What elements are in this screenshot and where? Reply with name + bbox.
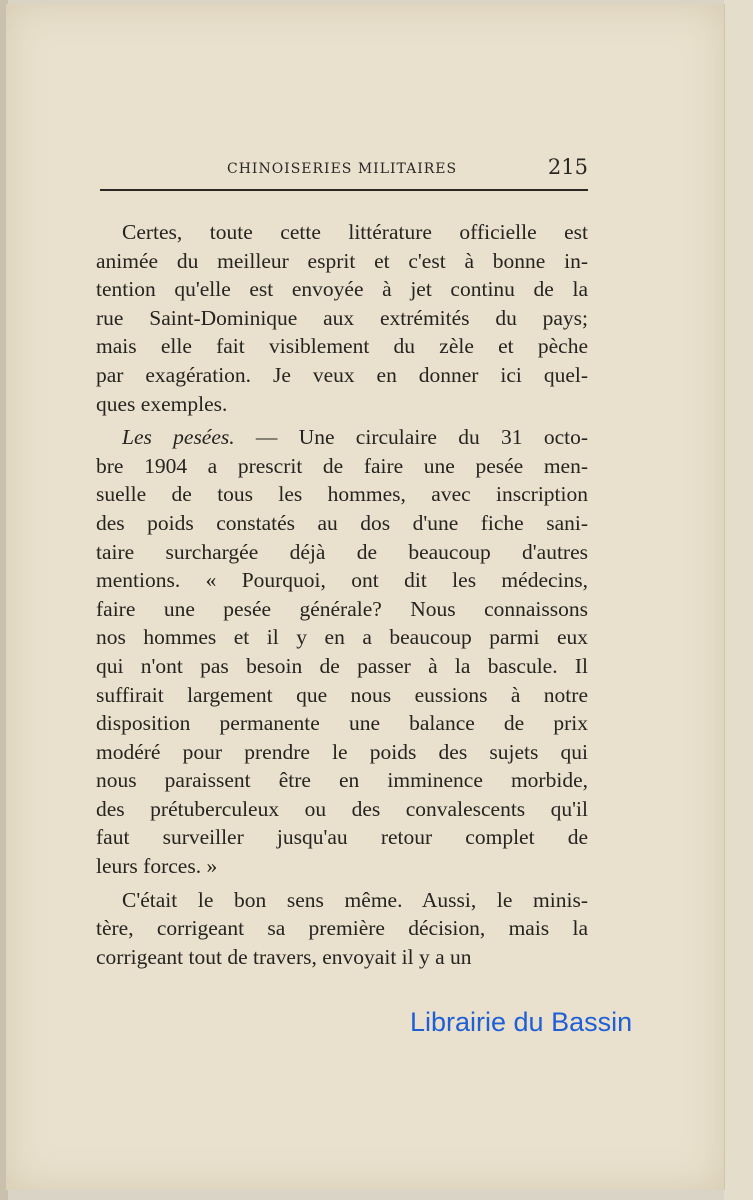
text-line: nos hommes et il y en a beaucoup parmi eux [96, 625, 588, 650]
text-line: ques exemples. [96, 391, 228, 416]
watermark: Librairie du Bassin [410, 1007, 633, 1037]
line-text: — Une circulaire du 31 octo- [234, 425, 588, 450]
text-line: taire surchargée déjà de beaucoup d'autres [96, 539, 588, 564]
text-line: des prétuberculeux ou des convalescents qu'il [96, 796, 588, 821]
page-number: 215 [547, 155, 588, 179]
text-line: faire une pesée générale? Nous connaissons [96, 596, 588, 621]
running-title: CHINOISERIES MILITAIRES [227, 161, 458, 177]
text-line: corrigeant tout de travers, envoyait il y a un [96, 944, 472, 969]
text-line: suelle de tous les hommes, avec inscription [96, 482, 588, 507]
page-edge [724, 0, 753, 1200]
text-line: modéré pour prendre le poids des sujets qui [96, 739, 588, 764]
section-title: Les pesées. [122, 425, 235, 450]
text-line: disposition permanente une balance de prix [96, 711, 588, 736]
text-line: par exagération. Je veux en donner ici quel- [96, 362, 588, 387]
text-line: leurs forces. » [96, 854, 218, 879]
text-line: C'était le bon sens même. Aussi, le minis- [122, 887, 588, 912]
text-line: faut surveiller jusqu'au retour complet de [96, 825, 588, 850]
text-line: bre 1904 a prescrit de faire une pesée men- [96, 453, 588, 478]
text-line: rue Saint-Dominique aux extrémités du pays; [96, 305, 588, 330]
text-line: tère, corrigeant sa première décision, mais la [96, 916, 588, 941]
text-line: des poids constatés au dos d'une fiche sani- [96, 510, 588, 535]
page-header [100, 155, 588, 183]
text-line [122, 423, 588, 452]
text-line: qui n'ont pas besoin de passer à la bascule. Il [96, 653, 588, 678]
text-line: mentions. « Pourquoi, ont dit les médecins, [96, 568, 588, 593]
text-line: animée du meilleur esprit et c'est à bonne in- [96, 248, 588, 273]
text-line: mais elle fait visiblement du zèle et pèche [96, 334, 588, 359]
header-rule [100, 189, 588, 191]
text-line: Certes, toute cette littérature officielle est [122, 220, 588, 244]
text-line: tention qu'elle est envoyée à jet continu de la [96, 277, 588, 302]
text-line: nous paraissent être en imminence morbide, [96, 768, 588, 793]
body-text [96, 218, 588, 971]
text-line: suffirait largement que nous eussions à notre [96, 682, 588, 707]
